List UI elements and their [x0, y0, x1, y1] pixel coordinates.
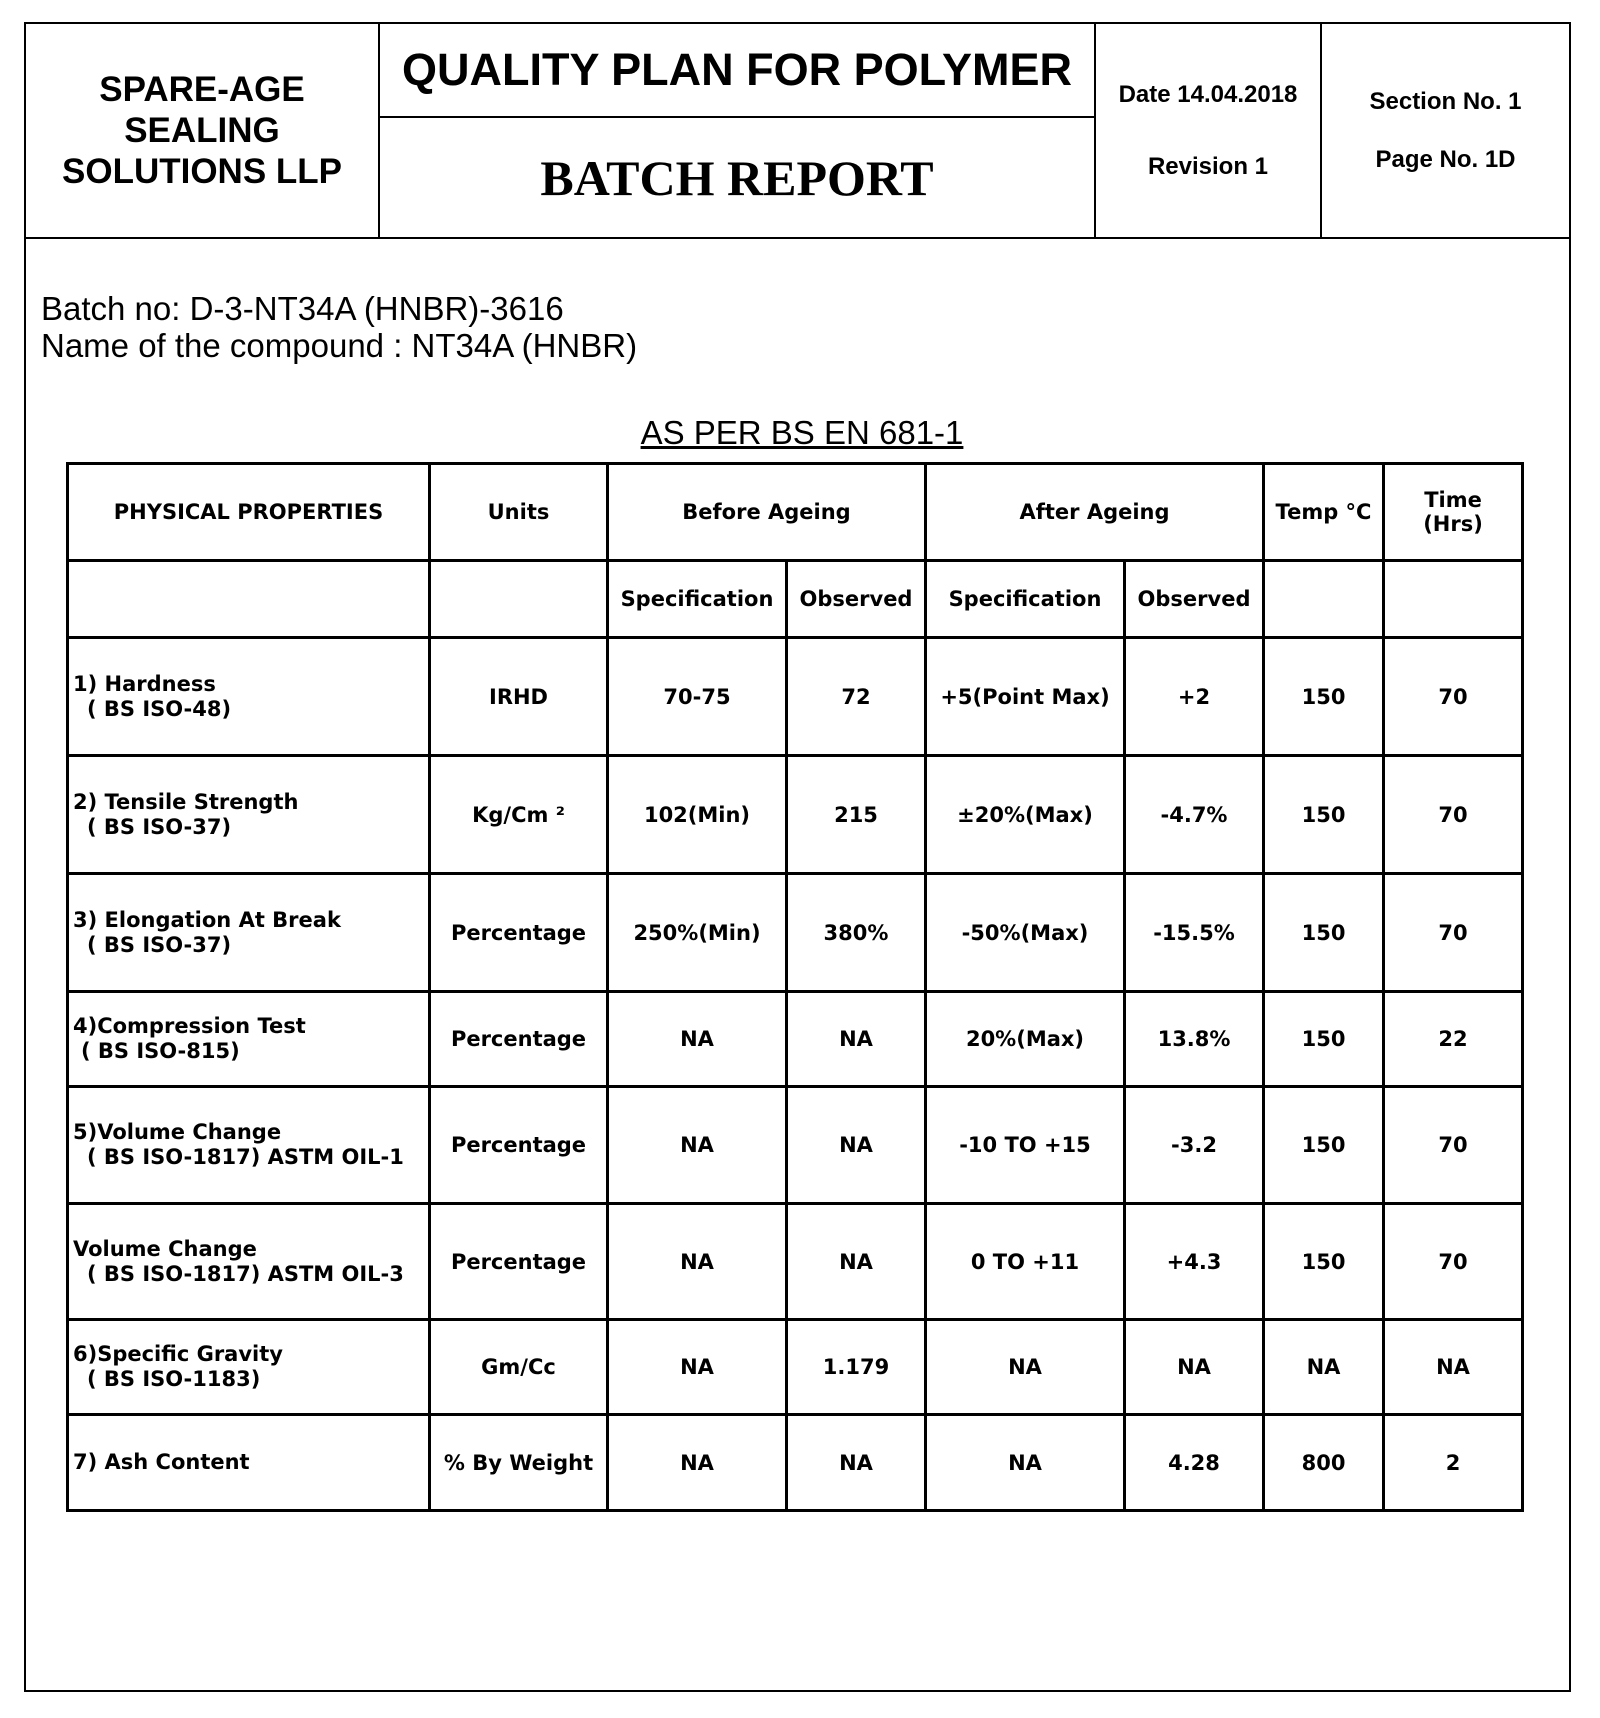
after-spec-cell: ±20%(Max) [926, 756, 1125, 874]
temp-cell: 150 [1264, 638, 1384, 756]
col-time-line: (Hrs) [1423, 512, 1483, 536]
table-row [68, 1320, 1523, 1415]
units-cell: % By Weight [430, 1415, 608, 1511]
before-spec-cell: NA [608, 1415, 787, 1511]
blank-cell [1264, 561, 1384, 638]
temp-cell: NA [1264, 1320, 1384, 1415]
before-observed-cell: NA [787, 1087, 926, 1204]
table-row [68, 756, 1523, 874]
time-cell: 22 [1384, 992, 1523, 1087]
property-label: 2) Tensile Strength [73, 789, 299, 814]
after-observed-cell: -3.2 [1125, 1087, 1264, 1204]
col-after-ageing: After Ageing [926, 464, 1264, 561]
units-cell: Percentage [430, 874, 608, 992]
col-before-spec: Specification [608, 561, 787, 638]
after-spec-cell: -50%(Max) [926, 874, 1125, 992]
table-row [68, 874, 1523, 992]
property-name [68, 1087, 430, 1204]
before-observed-cell: NA [787, 1204, 926, 1320]
property-label: 1) Hardness [73, 671, 216, 696]
before-spec-cell: NA [608, 1087, 787, 1204]
property-name [68, 756, 430, 874]
before-spec-cell: NA [608, 1320, 787, 1415]
before-spec-cell: 70-75 [608, 638, 787, 756]
property-label: 7) Ash Content [73, 1450, 250, 1474]
doc-date: Date 14.04.2018 [1118, 80, 1298, 108]
units-cell: Gm/Cc [430, 1320, 608, 1415]
batch-number: Batch no: D-3-NT34A (HNBR)-3616 [41, 290, 564, 327]
table-row [68, 1415, 1523, 1511]
time-cell: 70 [1384, 1204, 1523, 1320]
standard-text: AS PER BS EN 681-1 [640, 414, 964, 451]
units-cell: IRHD [430, 638, 608, 756]
col-before-ageing: Before Ageing [608, 464, 926, 561]
property-name [68, 874, 430, 992]
temp-cell: 150 [1264, 1204, 1384, 1320]
blank-cell [68, 561, 430, 638]
after-observed-cell: +4.3 [1125, 1204, 1264, 1320]
units-cell: Kg/Cm ² [430, 756, 608, 874]
time-cell: 70 [1384, 874, 1523, 992]
before-observed-cell: NA [787, 992, 926, 1087]
property-label: Volume Change [73, 1236, 257, 1261]
temp-cell: 150 [1264, 756, 1384, 874]
table-row [68, 1204, 1523, 1320]
temp-cell: 800 [1264, 1415, 1384, 1511]
before-spec-cell: NA [608, 1204, 787, 1320]
property-label: 6)Specific Gravity [73, 1342, 283, 1366]
section-page-cell [1321, 24, 1569, 238]
property-label: 4)Compression Test [73, 1014, 306, 1038]
time-cell: 70 [1384, 756, 1523, 874]
before-observed-cell: 215 [787, 756, 926, 874]
company-line: SPARE-AGE [99, 70, 305, 109]
temp-cell: 150 [1264, 1087, 1384, 1204]
before-spec-cell: NA [608, 992, 787, 1087]
property-label: 5)Volume Change [73, 1120, 282, 1144]
col-after-observed: Observed [1125, 561, 1264, 638]
property-standard: ( BS ISO-1817) ASTM OIL-1 [87, 1145, 404, 1169]
col-units: Units [430, 464, 608, 561]
before-spec-cell: 102(Min) [608, 756, 787, 874]
units-cell: Percentage [430, 1087, 608, 1204]
property-name [68, 1415, 430, 1511]
property-name [68, 1320, 430, 1415]
compound-name: Name of the compound : NT34A (HNBR) [41, 327, 638, 364]
after-spec-cell: +5(Point Max) [926, 638, 1125, 756]
after-spec-cell: -10 TO +15 [926, 1087, 1125, 1204]
col-time-line: Time [1424, 488, 1482, 512]
after-spec-cell: NA [926, 1415, 1125, 1511]
before-observed-cell: 1.179 [787, 1320, 926, 1415]
properties-table [66, 462, 1524, 1512]
company-line: SOLUTIONS LLP [62, 152, 342, 191]
before-spec-cell: 250%(Min) [608, 874, 787, 992]
plan-title: QUALITY PLAN FOR POLYMER [379, 24, 1095, 117]
before-observed-cell: 380% [787, 874, 926, 992]
time-cell: NA [1384, 1320, 1523, 1415]
property-name [68, 638, 430, 756]
blank-cell [1384, 561, 1523, 638]
company-line: SEALING [124, 111, 280, 150]
property-standard: ( BS ISO-1183) [87, 1367, 261, 1391]
property-standard: ( BS ISO-48) [87, 696, 232, 721]
after-observed-cell: -15.5% [1125, 874, 1264, 992]
table-row [68, 1087, 1523, 1204]
after-observed-cell: 4.28 [1125, 1415, 1264, 1511]
col-temp: Temp °C [1264, 464, 1384, 561]
doc-section: Section No. 1 [1369, 87, 1522, 115]
header-row [68, 464, 1523, 561]
property-label: 3) Elongation At Break [73, 907, 341, 932]
before-observed-cell: 72 [787, 638, 926, 756]
date-revision-cell [1095, 24, 1321, 238]
property-standard: ( BS ISO-37) [87, 932, 232, 957]
document-header [26, 24, 1569, 239]
units-cell: Percentage [430, 992, 608, 1087]
col-before-observed: Observed [787, 561, 926, 638]
units-cell: Percentage [430, 1204, 608, 1320]
company-name [26, 24, 379, 238]
temp-cell: 150 [1264, 992, 1384, 1087]
after-observed-cell: 13.8% [1125, 992, 1264, 1087]
property-standard: ( BS ISO-37) [87, 814, 232, 839]
after-spec-cell: 20%(Max) [926, 992, 1125, 1087]
time-cell: 70 [1384, 1087, 1523, 1204]
table-row [68, 638, 1523, 756]
after-spec-cell: NA [926, 1320, 1125, 1415]
col-after-spec: Specification [926, 561, 1125, 638]
col-time [1384, 464, 1523, 561]
report-title: BATCH REPORT [379, 117, 1095, 238]
table-row [68, 992, 1523, 1087]
doc-revision: Revision 1 [1147, 152, 1269, 180]
property-standard: ( BS ISO-815) [81, 1039, 240, 1063]
doc-page: Page No. 1D [1375, 145, 1516, 173]
after-spec-cell: 0 TO +11 [926, 1204, 1125, 1320]
after-observed-cell: +2 [1125, 638, 1264, 756]
property-name [68, 1204, 430, 1320]
page-frame [24, 22, 1571, 1692]
property-standard: ( BS ISO-1817) ASTM OIL-3 [87, 1261, 404, 1286]
standard-reference [26, 414, 1600, 452]
property-name [68, 992, 430, 1087]
after-observed-cell: NA [1125, 1320, 1264, 1415]
col-physical-properties: PHYSICAL PROPERTIES [68, 464, 430, 561]
time-cell: 70 [1384, 638, 1523, 756]
time-cell: 2 [1384, 1415, 1523, 1511]
temp-cell: 150 [1264, 874, 1384, 992]
blank-cell [430, 561, 608, 638]
before-observed-cell: NA [787, 1415, 926, 1511]
subheader-row [68, 561, 1523, 638]
after-observed-cell: -4.7% [1125, 756, 1264, 874]
